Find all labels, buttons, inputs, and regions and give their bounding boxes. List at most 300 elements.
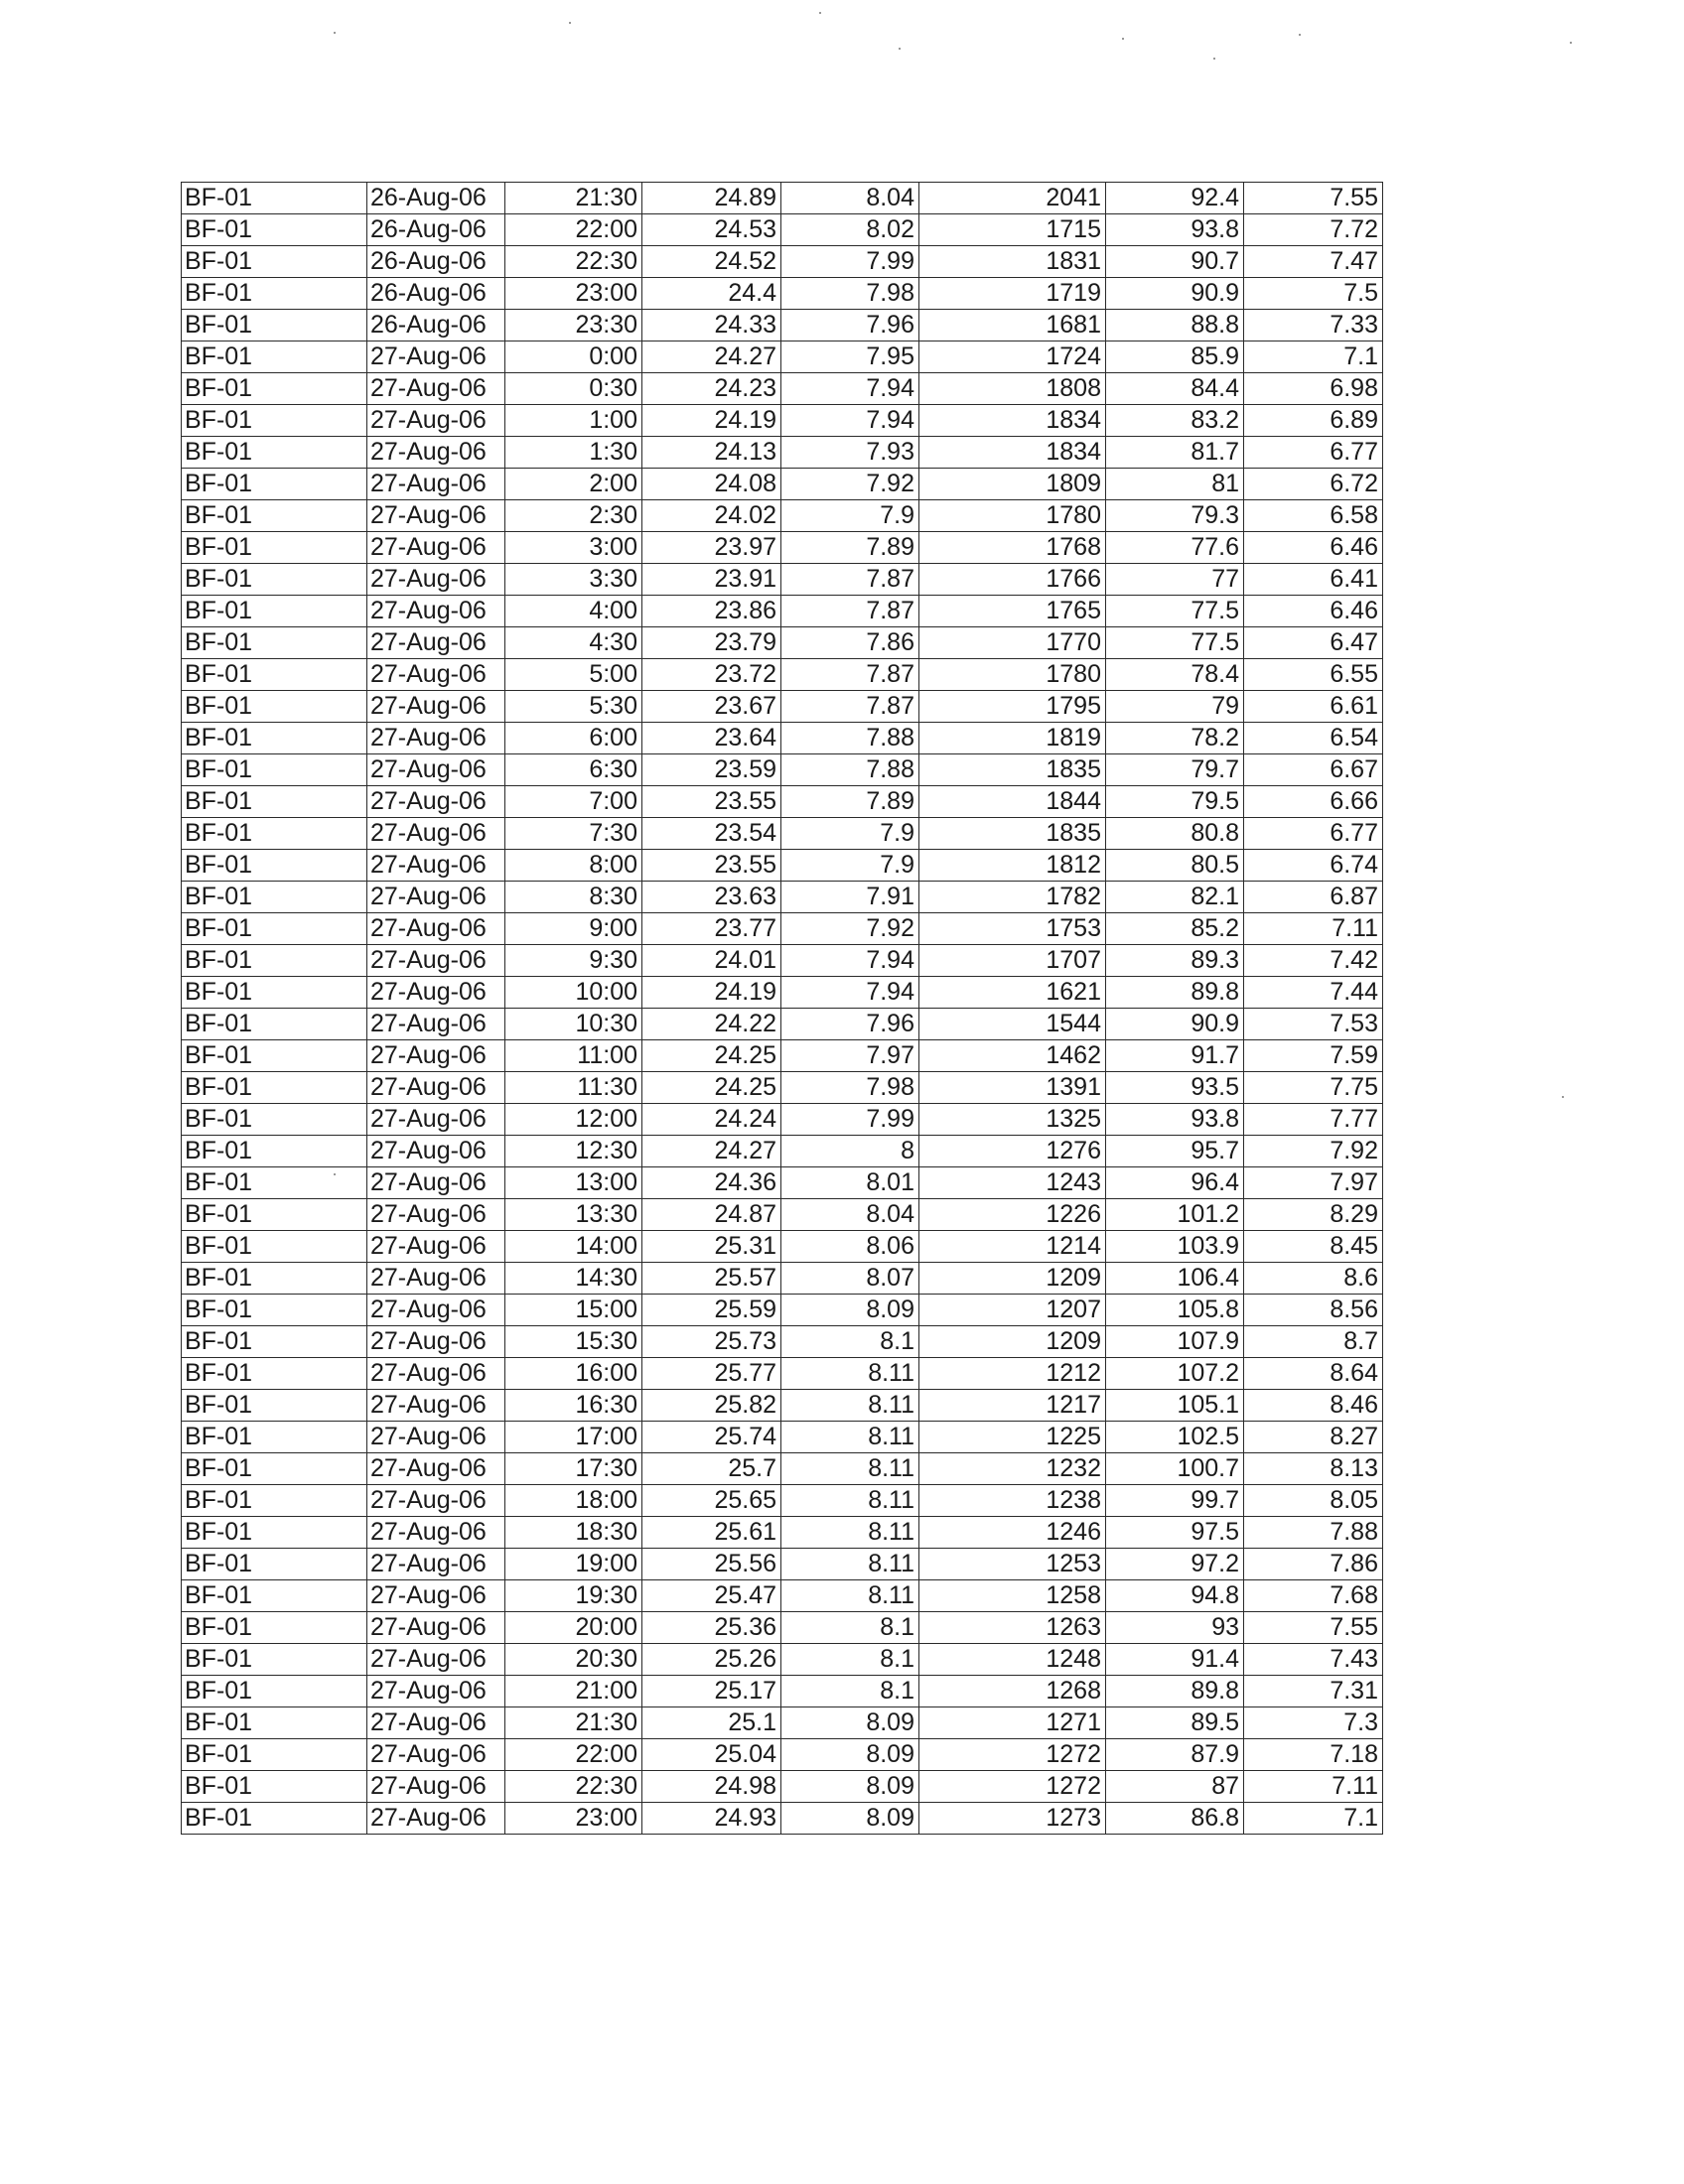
time-cell: 7:00: [505, 786, 642, 818]
date-cell: 27-Aug-06: [367, 405, 505, 437]
site-id-cell: BF-01: [182, 1612, 367, 1644]
value-b-cell: 7.92: [781, 469, 919, 500]
date-cell: 27-Aug-06: [367, 532, 505, 564]
value-c-cell: 1217: [919, 1390, 1106, 1422]
value-b-cell: 8.02: [781, 214, 919, 246]
value-a-cell: 25.26: [642, 1644, 781, 1676]
value-a-cell: 23.64: [642, 723, 781, 754]
value-c-cell: 1844: [919, 786, 1106, 818]
value-b-cell: 7.88: [781, 723, 919, 754]
table-row: [182, 1612, 1383, 1644]
value-a-cell: 24.02: [642, 500, 781, 532]
date-cell: 27-Aug-06: [367, 1104, 505, 1136]
value-c-cell: 1724: [919, 341, 1106, 373]
site-id-cell: BF-01: [182, 850, 367, 882]
time-cell: 1:00: [505, 405, 642, 437]
site-id-cell: BF-01: [182, 977, 367, 1009]
value-a-cell: 23.79: [642, 627, 781, 659]
value-e-cell: 6.61: [1244, 691, 1383, 723]
value-b-cell: 8.1: [781, 1326, 919, 1358]
site-id-cell: BF-01: [182, 1485, 367, 1517]
table-row: [182, 246, 1383, 278]
value-d-cell: 103.9: [1106, 1231, 1244, 1263]
site-id-cell: BF-01: [182, 405, 367, 437]
value-d-cell: 77.5: [1106, 596, 1244, 627]
value-b-cell: 7.97: [781, 1040, 919, 1072]
value-c-cell: 1226: [919, 1199, 1106, 1231]
value-e-cell: 6.98: [1244, 373, 1383, 405]
time-cell: 1:30: [505, 437, 642, 469]
value-c-cell: 1207: [919, 1295, 1106, 1326]
date-cell: 27-Aug-06: [367, 1453, 505, 1485]
value-e-cell: 7.86: [1244, 1549, 1383, 1580]
value-a-cell: 23.97: [642, 532, 781, 564]
value-a-cell: 25.73: [642, 1326, 781, 1358]
value-a-cell: 24.4: [642, 278, 781, 310]
time-cell: 6:00: [505, 723, 642, 754]
date-cell: 27-Aug-06: [367, 564, 505, 596]
value-d-cell: 81.7: [1106, 437, 1244, 469]
table-row: [182, 1136, 1383, 1167]
value-a-cell: 24.22: [642, 1009, 781, 1040]
value-a-cell: 24.89: [642, 183, 781, 214]
value-c-cell: 1246: [919, 1517, 1106, 1549]
value-b-cell: 8.11: [781, 1549, 919, 1580]
scan-speck: [334, 1173, 336, 1175]
value-b-cell: 7.94: [781, 945, 919, 977]
table-row: [182, 1231, 1383, 1263]
site-id-cell: BF-01: [182, 278, 367, 310]
value-c-cell: 1795: [919, 691, 1106, 723]
site-id-cell: BF-01: [182, 882, 367, 913]
time-cell: 5:30: [505, 691, 642, 723]
value-a-cell: 23.54: [642, 818, 781, 850]
date-cell: 27-Aug-06: [367, 691, 505, 723]
table-row: [182, 1517, 1383, 1549]
site-id-cell: BF-01: [182, 1422, 367, 1453]
value-b-cell: 8.11: [781, 1358, 919, 1390]
value-a-cell: 24.53: [642, 214, 781, 246]
value-c-cell: 1819: [919, 723, 1106, 754]
date-cell: 27-Aug-06: [367, 818, 505, 850]
site-id-cell: BF-01: [182, 564, 367, 596]
value-e-cell: 6.74: [1244, 850, 1383, 882]
site-id-cell: BF-01: [182, 818, 367, 850]
value-c-cell: 1209: [919, 1263, 1106, 1295]
site-id-cell: BF-01: [182, 1771, 367, 1803]
value-c-cell: 1715: [919, 214, 1106, 246]
table-row: [182, 1009, 1383, 1040]
table-row: [182, 1739, 1383, 1771]
time-cell: 2:00: [505, 469, 642, 500]
value-c-cell: 1272: [919, 1739, 1106, 1771]
value-d-cell: 78.2: [1106, 723, 1244, 754]
value-a-cell: 25.04: [642, 1739, 781, 1771]
table-row: [182, 1358, 1383, 1390]
value-d-cell: 80.8: [1106, 818, 1244, 850]
date-cell: 27-Aug-06: [367, 596, 505, 627]
value-a-cell: 25.59: [642, 1295, 781, 1326]
value-e-cell: 7.59: [1244, 1040, 1383, 1072]
value-d-cell: 101.2: [1106, 1199, 1244, 1231]
time-cell: 15:00: [505, 1295, 642, 1326]
value-a-cell: 24.33: [642, 310, 781, 341]
table-row: [182, 882, 1383, 913]
value-d-cell: 90.9: [1106, 1009, 1244, 1040]
site-id-cell: BF-01: [182, 659, 367, 691]
value-b-cell: 7.87: [781, 596, 919, 627]
value-c-cell: 1544: [919, 1009, 1106, 1040]
value-c-cell: 1232: [919, 1453, 1106, 1485]
value-a-cell: 24.93: [642, 1803, 781, 1835]
date-cell: 27-Aug-06: [367, 341, 505, 373]
value-a-cell: 25.56: [642, 1549, 781, 1580]
value-d-cell: 89.5: [1106, 1707, 1244, 1739]
value-c-cell: 1462: [919, 1040, 1106, 1072]
table-row: [182, 1072, 1383, 1104]
value-a-cell: 25.57: [642, 1263, 781, 1295]
site-id-cell: BF-01: [182, 246, 367, 278]
value-d-cell: 95.7: [1106, 1136, 1244, 1167]
time-cell: 15:30: [505, 1326, 642, 1358]
value-a-cell: 25.1: [642, 1707, 781, 1739]
table-row: [182, 1485, 1383, 1517]
value-b-cell: 7.99: [781, 1104, 919, 1136]
value-e-cell: 6.47: [1244, 627, 1383, 659]
date-cell: 27-Aug-06: [367, 1199, 505, 1231]
value-c-cell: 1834: [919, 437, 1106, 469]
value-e-cell: 7.1: [1244, 341, 1383, 373]
site-id-cell: BF-01: [182, 500, 367, 532]
value-e-cell: 7.92: [1244, 1136, 1383, 1167]
time-cell: 23:30: [505, 310, 642, 341]
date-cell: 27-Aug-06: [367, 1580, 505, 1612]
value-e-cell: 7.77: [1244, 1104, 1383, 1136]
table-row: [182, 278, 1383, 310]
value-b-cell: 7.89: [781, 532, 919, 564]
time-cell: 13:30: [505, 1199, 642, 1231]
time-cell: 11:30: [505, 1072, 642, 1104]
table-row: [182, 945, 1383, 977]
table-row: [182, 469, 1383, 500]
value-e-cell: 7.68: [1244, 1580, 1383, 1612]
table-row: [182, 850, 1383, 882]
date-cell: 27-Aug-06: [367, 659, 505, 691]
value-a-cell: 23.55: [642, 850, 781, 882]
date-cell: 27-Aug-06: [367, 786, 505, 818]
value-a-cell: 25.7: [642, 1453, 781, 1485]
scan-speck: [1122, 38, 1124, 40]
value-d-cell: 93.8: [1106, 214, 1244, 246]
scan-speck: [569, 22, 571, 24]
table-row: [182, 1104, 1383, 1136]
site-id-cell: BF-01: [182, 754, 367, 786]
value-c-cell: 1248: [919, 1644, 1106, 1676]
value-e-cell: 7.47: [1244, 246, 1383, 278]
scan-speck: [1562, 1096, 1564, 1098]
value-b-cell: 7.9: [781, 850, 919, 882]
scan-speck: [1299, 34, 1301, 36]
date-cell: 27-Aug-06: [367, 627, 505, 659]
site-id-cell: BF-01: [182, 1072, 367, 1104]
date-cell: 27-Aug-06: [367, 1707, 505, 1739]
value-e-cell: 6.89: [1244, 405, 1383, 437]
date-cell: 27-Aug-06: [367, 373, 505, 405]
value-d-cell: 85.2: [1106, 913, 1244, 945]
value-b-cell: 7.87: [781, 691, 919, 723]
value-c-cell: 1768: [919, 532, 1106, 564]
table-row: [182, 977, 1383, 1009]
value-b-cell: 8.04: [781, 183, 919, 214]
site-id-cell: BF-01: [182, 1739, 367, 1771]
date-cell: 27-Aug-06: [367, 1390, 505, 1422]
value-d-cell: 79: [1106, 691, 1244, 723]
value-b-cell: 7.98: [781, 1072, 919, 1104]
date-cell: 27-Aug-06: [367, 1263, 505, 1295]
table-row: [182, 1040, 1383, 1072]
value-c-cell: 1808: [919, 373, 1106, 405]
date-cell: 27-Aug-06: [367, 754, 505, 786]
value-b-cell: 7.99: [781, 246, 919, 278]
site-id-cell: BF-01: [182, 532, 367, 564]
table-row: [182, 1295, 1383, 1326]
date-cell: 26-Aug-06: [367, 183, 505, 214]
value-e-cell: 7.88: [1244, 1517, 1383, 1549]
value-b-cell: 8.04: [781, 1199, 919, 1231]
table-row: [182, 754, 1383, 786]
value-c-cell: 1809: [919, 469, 1106, 500]
table-row: [182, 405, 1383, 437]
value-a-cell: 24.19: [642, 977, 781, 1009]
value-e-cell: 6.66: [1244, 786, 1383, 818]
date-cell: 27-Aug-06: [367, 977, 505, 1009]
table-row: [182, 1453, 1383, 1485]
value-b-cell: 8.11: [781, 1422, 919, 1453]
scan-speck: [819, 12, 821, 14]
value-d-cell: 79.3: [1106, 500, 1244, 532]
date-cell: 27-Aug-06: [367, 1136, 505, 1167]
value-e-cell: 6.46: [1244, 532, 1383, 564]
table-row: [182, 341, 1383, 373]
site-id-cell: BF-01: [182, 1009, 367, 1040]
table-row: [182, 373, 1383, 405]
time-cell: 11:00: [505, 1040, 642, 1072]
value-d-cell: 90.7: [1106, 246, 1244, 278]
scan-speck: [334, 32, 336, 34]
value-c-cell: 1780: [919, 659, 1106, 691]
value-c-cell: 1258: [919, 1580, 1106, 1612]
site-id-cell: BF-01: [182, 1517, 367, 1549]
date-cell: 27-Aug-06: [367, 1009, 505, 1040]
date-cell: 27-Aug-06: [367, 1485, 505, 1517]
table-row: [182, 627, 1383, 659]
value-d-cell: 90.9: [1106, 278, 1244, 310]
date-cell: 26-Aug-06: [367, 214, 505, 246]
site-id-cell: BF-01: [182, 373, 367, 405]
value-e-cell: 6.77: [1244, 818, 1383, 850]
table-row: [182, 818, 1383, 850]
time-cell: 16:30: [505, 1390, 642, 1422]
value-e-cell: 6.58: [1244, 500, 1383, 532]
value-a-cell: 23.59: [642, 754, 781, 786]
time-cell: 22:30: [505, 1771, 642, 1803]
value-b-cell: 7.87: [781, 659, 919, 691]
time-cell: 22:00: [505, 1739, 642, 1771]
value-d-cell: 79.5: [1106, 786, 1244, 818]
value-e-cell: 7.18: [1244, 1739, 1383, 1771]
site-id-cell: BF-01: [182, 1263, 367, 1295]
time-cell: 22:30: [505, 246, 642, 278]
table-row: [182, 1422, 1383, 1453]
value-d-cell: 100.7: [1106, 1453, 1244, 1485]
date-cell: 27-Aug-06: [367, 1231, 505, 1263]
value-a-cell: 24.13: [642, 437, 781, 469]
site-id-cell: BF-01: [182, 469, 367, 500]
value-b-cell: 8.09: [781, 1739, 919, 1771]
date-cell: 27-Aug-06: [367, 500, 505, 532]
value-a-cell: 24.01: [642, 945, 781, 977]
value-d-cell: 81: [1106, 469, 1244, 500]
time-cell: 23:00: [505, 278, 642, 310]
value-e-cell: 7.72: [1244, 214, 1383, 246]
value-d-cell: 87: [1106, 1771, 1244, 1803]
value-c-cell: 1209: [919, 1326, 1106, 1358]
scan-speck: [1213, 58, 1215, 60]
date-cell: 27-Aug-06: [367, 1676, 505, 1707]
value-e-cell: 6.77: [1244, 437, 1383, 469]
value-a-cell: 24.87: [642, 1199, 781, 1231]
table-row: [182, 1549, 1383, 1580]
time-cell: 0:00: [505, 341, 642, 373]
value-a-cell: 24.08: [642, 469, 781, 500]
date-cell: 27-Aug-06: [367, 723, 505, 754]
value-d-cell: 84.4: [1106, 373, 1244, 405]
time-cell: 14:00: [505, 1231, 642, 1263]
value-a-cell: 24.36: [642, 1167, 781, 1199]
value-d-cell: 79.7: [1106, 754, 1244, 786]
time-cell: 3:30: [505, 564, 642, 596]
value-c-cell: 1780: [919, 500, 1106, 532]
value-c-cell: 1212: [919, 1358, 1106, 1390]
value-c-cell: 1621: [919, 977, 1106, 1009]
table-row: [182, 214, 1383, 246]
value-a-cell: 24.24: [642, 1104, 781, 1136]
table-row: [182, 1263, 1383, 1295]
site-id-cell: BF-01: [182, 945, 367, 977]
table-row: [182, 1771, 1383, 1803]
site-id-cell: BF-01: [182, 437, 367, 469]
table-row: [182, 500, 1383, 532]
value-e-cell: 8.05: [1244, 1485, 1383, 1517]
site-id-cell: BF-01: [182, 310, 367, 341]
site-id-cell: BF-01: [182, 1803, 367, 1835]
value-a-cell: 25.36: [642, 1612, 781, 1644]
date-cell: 27-Aug-06: [367, 1295, 505, 1326]
time-cell: 8:00: [505, 850, 642, 882]
site-id-cell: BF-01: [182, 1326, 367, 1358]
table-row: [182, 1580, 1383, 1612]
value-c-cell: 1263: [919, 1612, 1106, 1644]
value-a-cell: 24.27: [642, 341, 781, 373]
value-a-cell: 24.25: [642, 1072, 781, 1104]
value-b-cell: 7.94: [781, 977, 919, 1009]
value-b-cell: 7.96: [781, 310, 919, 341]
value-d-cell: 83.2: [1106, 405, 1244, 437]
site-id-cell: BF-01: [182, 1136, 367, 1167]
value-e-cell: 6.54: [1244, 723, 1383, 754]
site-id-cell: BF-01: [182, 786, 367, 818]
data-table-body: [182, 183, 1383, 1835]
time-cell: 17:30: [505, 1453, 642, 1485]
value-e-cell: 8.56: [1244, 1295, 1383, 1326]
value-d-cell: 93: [1106, 1612, 1244, 1644]
date-cell: 27-Aug-06: [367, 882, 505, 913]
time-cell: 13:00: [505, 1167, 642, 1199]
time-cell: 12:30: [505, 1136, 642, 1167]
value-d-cell: 82.1: [1106, 882, 1244, 913]
table-row: [182, 1199, 1383, 1231]
table-row: [182, 183, 1383, 214]
value-c-cell: 1835: [919, 754, 1106, 786]
value-d-cell: 107.2: [1106, 1358, 1244, 1390]
time-cell: 19:30: [505, 1580, 642, 1612]
table-row: [182, 1326, 1383, 1358]
value-c-cell: 1272: [919, 1771, 1106, 1803]
table-row: [182, 1803, 1383, 1835]
value-c-cell: 1271: [919, 1707, 1106, 1739]
value-b-cell: 7.94: [781, 405, 919, 437]
value-a-cell: 24.52: [642, 246, 781, 278]
value-a-cell: 25.82: [642, 1390, 781, 1422]
value-a-cell: 25.77: [642, 1358, 781, 1390]
scan-speck: [899, 48, 901, 50]
time-cell: 4:00: [505, 596, 642, 627]
site-id-cell: BF-01: [182, 596, 367, 627]
site-id-cell: BF-01: [182, 1580, 367, 1612]
value-a-cell: 24.19: [642, 405, 781, 437]
value-c-cell: 1831: [919, 246, 1106, 278]
value-a-cell: 24.27: [642, 1136, 781, 1167]
time-cell: 0:30: [505, 373, 642, 405]
time-cell: 16:00: [505, 1358, 642, 1390]
value-e-cell: 6.41: [1244, 564, 1383, 596]
time-cell: 14:30: [505, 1263, 642, 1295]
value-e-cell: 7.55: [1244, 183, 1383, 214]
value-d-cell: 102.5: [1106, 1422, 1244, 1453]
value-b-cell: 8.09: [781, 1771, 919, 1803]
value-c-cell: 1719: [919, 278, 1106, 310]
value-a-cell: 24.23: [642, 373, 781, 405]
value-d-cell: 97.5: [1106, 1517, 1244, 1549]
value-c-cell: 2041: [919, 183, 1106, 214]
value-d-cell: 88.8: [1106, 310, 1244, 341]
value-a-cell: 25.74: [642, 1422, 781, 1453]
value-e-cell: 8.29: [1244, 1199, 1383, 1231]
date-cell: 27-Aug-06: [367, 1771, 505, 1803]
value-a-cell: 23.63: [642, 882, 781, 913]
table-row: [182, 564, 1383, 596]
table-row: [182, 596, 1383, 627]
site-id-cell: BF-01: [182, 723, 367, 754]
value-b-cell: 7.88: [781, 754, 919, 786]
site-id-cell: BF-01: [182, 627, 367, 659]
time-cell: 9:30: [505, 945, 642, 977]
value-c-cell: 1276: [919, 1136, 1106, 1167]
value-c-cell: 1238: [919, 1485, 1106, 1517]
table-row: [182, 310, 1383, 341]
value-d-cell: 105.1: [1106, 1390, 1244, 1422]
value-b-cell: 8.07: [781, 1263, 919, 1295]
